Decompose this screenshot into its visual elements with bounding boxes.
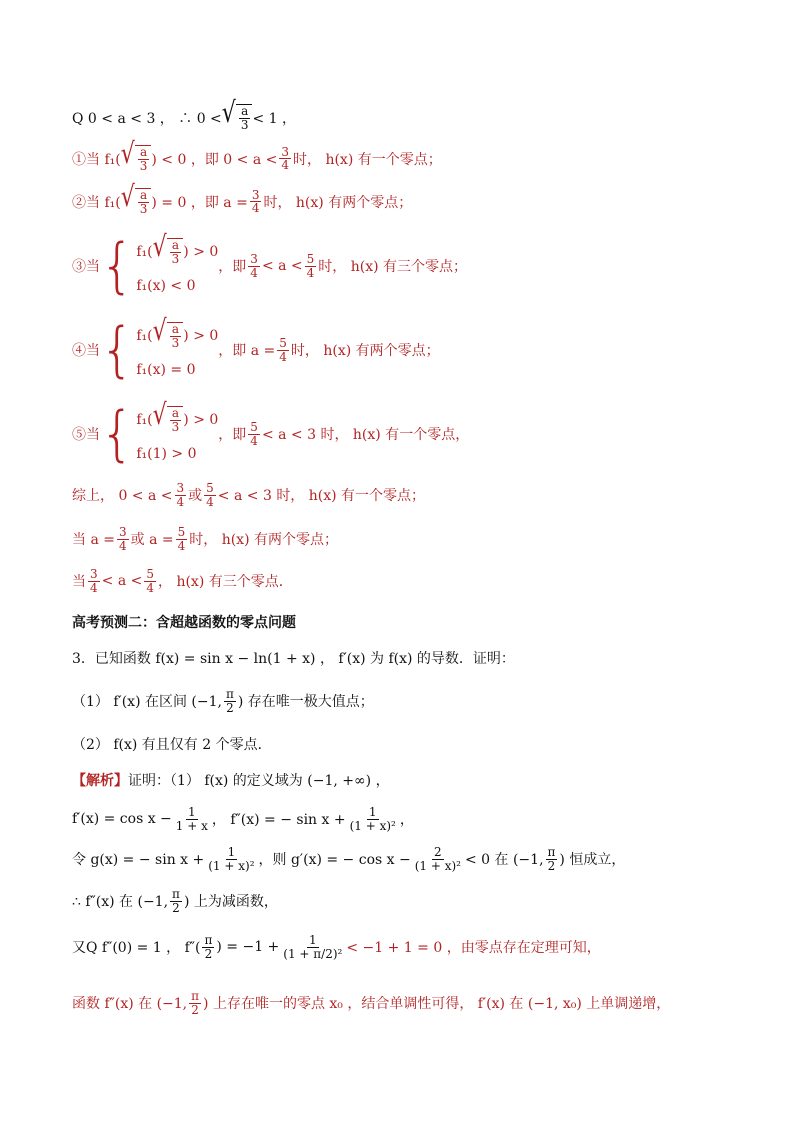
- summary-3: 当 3 4 < a < 5 4 ， h(x) 有三个零点．: [72, 567, 293, 595]
- question-3-part-2: （2） f(x) 有且仅有 2 个零点．: [72, 737, 272, 753]
- question-3: 3．已知函数 f(x) = sin x − ln(1 + x) ， f′(x) 为 f(x) 的导数．证明：: [72, 651, 515, 667]
- solution-start: 【解析】 证明：（1） f(x) 的定义域为 (−1, +∞) ，: [72, 773, 390, 789]
- section-heading: 高考预测二：含超越函数的零点问题: [72, 615, 296, 631]
- case-4: ④当 { f₁( √ $\frac{a}{3}$ ) > 0 f₁(x) = 0 ，即 a = $\frac{5}{4}$ 时， h(x) 有两个零点；: [72, 314, 440, 385]
- condition-line: Q 0 < a < 3 ， ∴ 0 < √ $\frac{a}{3}$ < 1 ，: [72, 97, 297, 132]
- summary-1: 综上， 0 < a < 3 4 或 5 4 < a < 3 时， h(x) 有一个零点；: [72, 481, 426, 509]
- case-5: ⑤当 { f₁( √ $\frac{a}{3}$ ) > 0 f₁(1) > 0 ，即 5 4 < a < 3 时， h(x) 有一个零点，: [72, 398, 470, 469]
- question-3-part-1: （1） f′(x) 在区间 (−1, π 2 ) 存在唯一极大值点；: [72, 687, 374, 715]
- ivt-line: 又Q f″(0) = 1 ， f″( π 2 ) = −1 + $\frac{1}{\text{(1 + π/2)²}}$ < −1 + 1 = 0 ，由零点存在定理可知，: [72, 933, 601, 961]
- g-function-line: 令 g(x) = − sin x + $\frac{1}{\text{(1 + x)²}}$ ，则 g′(x) = − cos x − $\frac{2}{\text{(1 + x)²}}$ < 0 在 (−1, π 2 ) 恒成立，: [72, 845, 626, 873]
- sqrt-a-over-3: √ $\frac{a}{3}$: [222, 104, 253, 131]
- decreasing-line: ∴ f″(x) 在 (−1, π 2 ) 上为减函数，: [72, 887, 278, 915]
- case-3: ③当 { f₁( √ $\frac{a}{3}$ ) > 0 f₁(x) < 0 ，即 3 4 < a < 5 4 时， h(x) 有三个零点；: [72, 230, 468, 301]
- case-2: ②当 f₁( √ $\frac{a}{3}$ ) = 0 ，即 a = $\frac{3}{4}$ 时， h(x) 有两个零点；: [72, 181, 413, 216]
- unique-zero-line: 函数 f″(x) 在 (−1, π 2 ) 上存在唯一的零点 x₀ ，结合单调性可得， f′(x) 在 (−1, x₀) 上单调递增，: [72, 989, 671, 1017]
- case-1: ①当 f₁( √ $\frac{a}{3}$ ) < 0 ，即 0 < a < 3 4 时， h(x) 有一个零点；: [72, 138, 442, 173]
- summary-2: 当 a = $\frac{3}{4}$ 或 a = $\frac{5}{4}$ 时， h(x) 有两个零点；: [72, 525, 338, 553]
- derivative-line: f′(x) = cos x − $\frac{1}{1 + x}$ ， f″(x) = − sin x + $\frac{1}{\text{(1 + x)²}}$ ，: [72, 805, 414, 833]
